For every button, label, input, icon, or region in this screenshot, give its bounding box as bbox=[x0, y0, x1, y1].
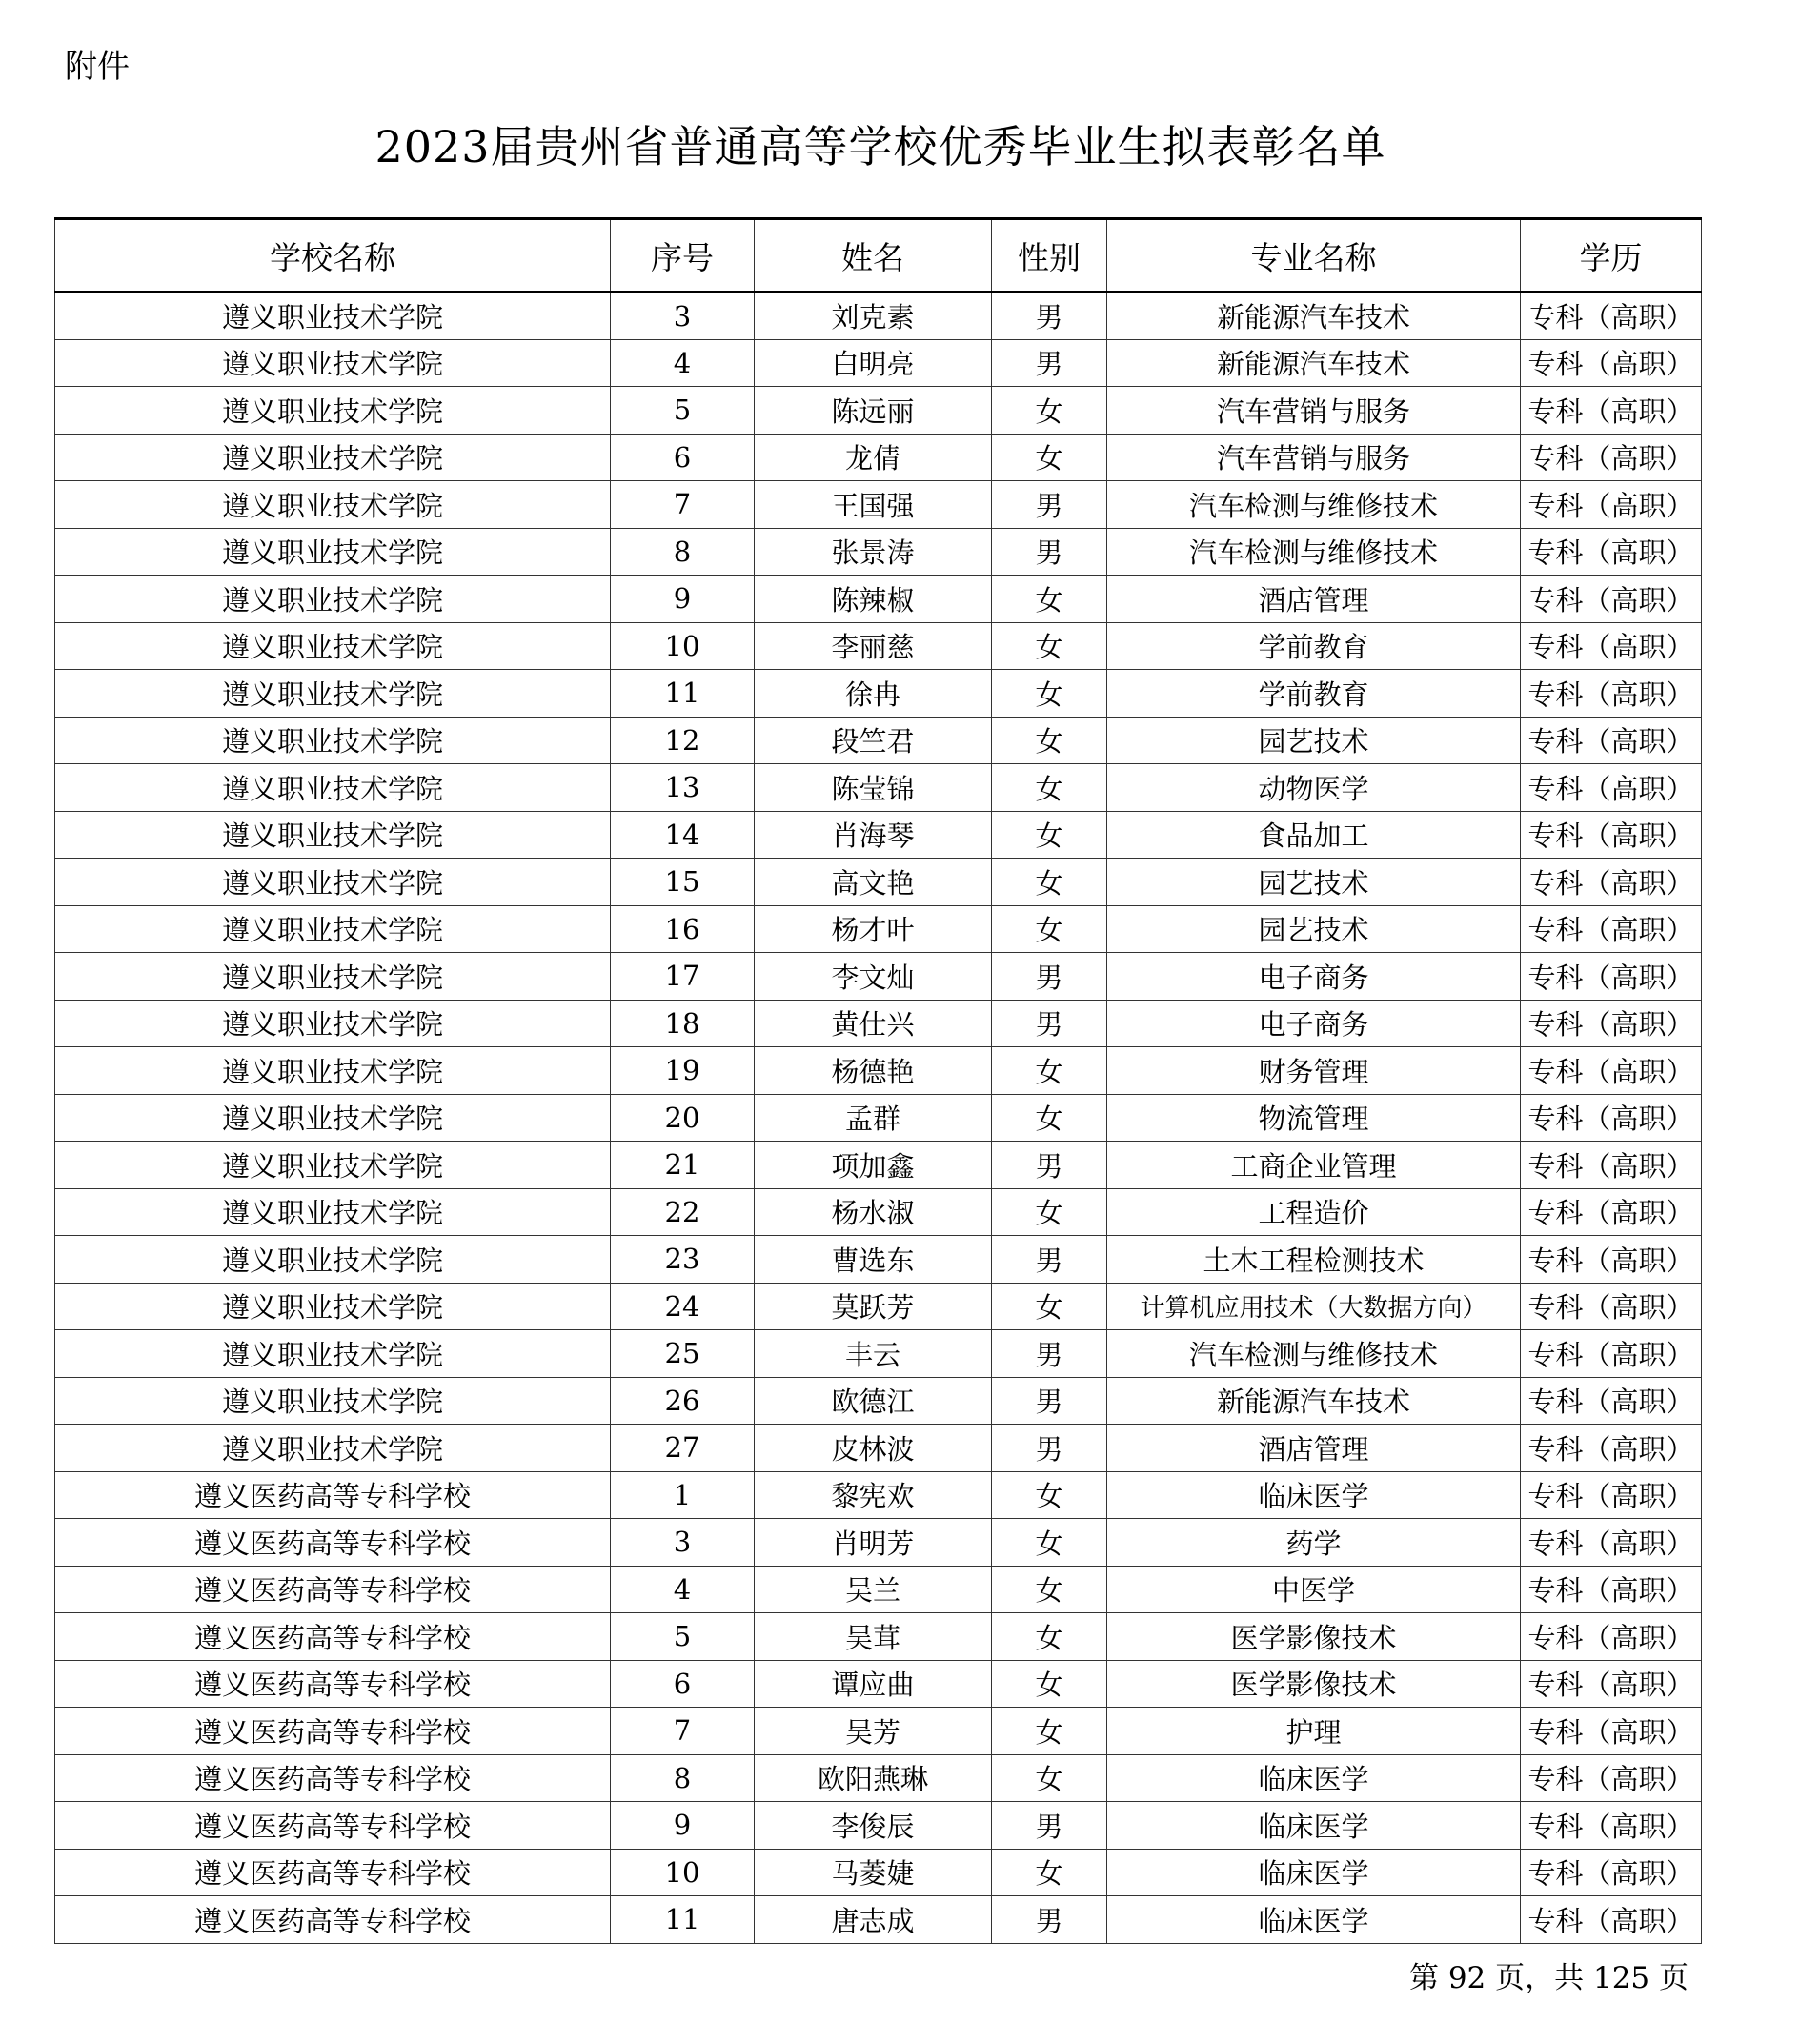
cell-gender: 女 bbox=[992, 670, 1107, 718]
table-row bbox=[55, 811, 1702, 859]
document-title: 2023届贵州省普通高等学校优秀毕业生拟表彰名单 bbox=[374, 121, 1386, 172]
cell-major: 新能源汽车技术 bbox=[1107, 293, 1521, 340]
cell-major: 学前教育 bbox=[1107, 622, 1521, 670]
cell-name: 皮林波 bbox=[755, 1425, 992, 1472]
cell-major: 酒店管理 bbox=[1107, 1425, 1521, 1472]
cell-major: 临床医学 bbox=[1107, 1849, 1521, 1896]
cell-gender: 女 bbox=[992, 1283, 1107, 1330]
cell-major: 护理 bbox=[1107, 1708, 1521, 1755]
table-row bbox=[55, 481, 1702, 529]
cell-number: 10 bbox=[611, 622, 755, 670]
page-footer: 第 92 页，共 125 页 bbox=[1408, 1961, 1689, 1995]
cell-gender: 女 bbox=[992, 387, 1107, 435]
cell-degree: 专科（高职） bbox=[1521, 1613, 1702, 1661]
cell-gender: 男 bbox=[992, 1802, 1107, 1850]
table-row bbox=[55, 1377, 1702, 1425]
cell-gender: 男 bbox=[992, 481, 1107, 529]
cell-gender: 男 bbox=[992, 953, 1107, 1001]
cell-gender: 男 bbox=[992, 1377, 1107, 1425]
cell-number: 19 bbox=[611, 1047, 755, 1095]
cell-school: 遵义医药高等专科学校 bbox=[55, 1754, 611, 1802]
cell-degree: 专科（高职） bbox=[1521, 1754, 1702, 1802]
cell-name: 谭应曲 bbox=[755, 1660, 992, 1708]
cell-school: 遵义医药高等专科学校 bbox=[55, 1566, 611, 1613]
cell-major: 学前教育 bbox=[1107, 670, 1521, 718]
cell-degree: 专科（高职） bbox=[1521, 1283, 1702, 1330]
header-school: 学校名称 bbox=[55, 219, 611, 293]
cell-gender: 女 bbox=[992, 1849, 1107, 1896]
cell-degree: 专科（高职） bbox=[1521, 387, 1702, 435]
header-number: 序号 bbox=[611, 219, 755, 293]
cell-number: 23 bbox=[611, 1236, 755, 1284]
cell-school: 遵义职业技术学院 bbox=[55, 528, 611, 576]
cell-degree: 专科（高职） bbox=[1521, 1000, 1702, 1047]
cell-name: 李文灿 bbox=[755, 953, 992, 1001]
cell-gender: 男 bbox=[992, 1000, 1107, 1047]
cell-school: 遵义职业技术学院 bbox=[55, 717, 611, 764]
cell-degree: 专科（高职） bbox=[1521, 1708, 1702, 1755]
cell-degree: 专科（高职） bbox=[1521, 1849, 1702, 1896]
cell-gender: 女 bbox=[992, 1660, 1107, 1708]
cell-name: 项加鑫 bbox=[755, 1142, 992, 1189]
cell-gender: 男 bbox=[992, 293, 1107, 340]
cell-degree: 专科（高职） bbox=[1521, 764, 1702, 812]
cell-number: 7 bbox=[611, 481, 755, 529]
cell-school: 遵义职业技术学院 bbox=[55, 1094, 611, 1142]
cell-gender: 男 bbox=[992, 1236, 1107, 1284]
cell-name: 杨才叶 bbox=[755, 905, 992, 953]
cell-degree: 专科（高职） bbox=[1521, 1660, 1702, 1708]
cell-major: 工程造价 bbox=[1107, 1188, 1521, 1236]
table-row bbox=[55, 528, 1702, 576]
cell-school: 遵义职业技术学院 bbox=[55, 1377, 611, 1425]
cell-name: 孟群 bbox=[755, 1094, 992, 1142]
honoree-table bbox=[54, 217, 1702, 1944]
cell-number: 8 bbox=[611, 528, 755, 576]
cell-school: 遵义医药高等专科学校 bbox=[55, 1849, 611, 1896]
cell-name: 张景涛 bbox=[755, 528, 992, 576]
cell-number: 14 bbox=[611, 811, 755, 859]
cell-degree: 专科（高职） bbox=[1521, 576, 1702, 623]
cell-gender: 女 bbox=[992, 811, 1107, 859]
cell-major: 汽车营销与服务 bbox=[1107, 434, 1521, 481]
cell-school: 遵义医药高等专科学校 bbox=[55, 1708, 611, 1755]
cell-gender: 女 bbox=[992, 1708, 1107, 1755]
cell-degree: 专科（高职） bbox=[1521, 1802, 1702, 1850]
cell-number: 6 bbox=[611, 1660, 755, 1708]
cell-gender: 男 bbox=[992, 1330, 1107, 1378]
table-row bbox=[55, 764, 1702, 812]
cell-degree: 专科（高职） bbox=[1521, 905, 1702, 953]
cell-school: 遵义职业技术学院 bbox=[55, 1000, 611, 1047]
cell-name: 吴兰 bbox=[755, 1566, 992, 1613]
cell-number: 4 bbox=[611, 339, 755, 387]
attachment-label: 附件 bbox=[65, 48, 130, 86]
cell-name: 陈莹锦 bbox=[755, 764, 992, 812]
cell-number: 22 bbox=[611, 1188, 755, 1236]
cell-number: 9 bbox=[611, 1802, 755, 1850]
cell-degree: 专科（高职） bbox=[1521, 434, 1702, 481]
cell-major: 电子商务 bbox=[1107, 953, 1521, 1001]
table-row bbox=[55, 1471, 1702, 1519]
table-row bbox=[55, 622, 1702, 670]
cell-number: 5 bbox=[611, 387, 755, 435]
cell-degree: 专科（高职） bbox=[1521, 622, 1702, 670]
cell-name: 肖明芳 bbox=[755, 1519, 992, 1567]
cell-major: 临床医学 bbox=[1107, 1471, 1521, 1519]
cell-degree: 专科（高职） bbox=[1521, 293, 1702, 340]
cell-name: 徐冉 bbox=[755, 670, 992, 718]
cell-major: 食品加工 bbox=[1107, 811, 1521, 859]
cell-number: 18 bbox=[611, 1000, 755, 1047]
cell-name: 李俊辰 bbox=[755, 1802, 992, 1850]
cell-name: 黎宪欢 bbox=[755, 1471, 992, 1519]
cell-gender: 男 bbox=[992, 339, 1107, 387]
cell-degree: 专科（高职） bbox=[1521, 1142, 1702, 1189]
cell-gender: 女 bbox=[992, 434, 1107, 481]
cell-name: 刘克素 bbox=[755, 293, 992, 340]
cell-school: 遵义职业技术学院 bbox=[55, 1330, 611, 1378]
cell-number: 8 bbox=[611, 1754, 755, 1802]
cell-major: 土木工程检测技术 bbox=[1107, 1236, 1521, 1284]
cell-name: 莫跃芳 bbox=[755, 1283, 992, 1330]
cell-school: 遵义职业技术学院 bbox=[55, 859, 611, 906]
cell-gender: 女 bbox=[992, 1566, 1107, 1613]
cell-degree: 专科（高职） bbox=[1521, 339, 1702, 387]
cell-name: 白明亮 bbox=[755, 339, 992, 387]
cell-number: 26 bbox=[611, 1377, 755, 1425]
cell-number: 10 bbox=[611, 1849, 755, 1896]
cell-school: 遵义职业技术学院 bbox=[55, 1236, 611, 1284]
cell-degree: 专科（高职） bbox=[1521, 953, 1702, 1001]
cell-degree: 专科（高职） bbox=[1521, 1236, 1702, 1284]
cell-name: 高文艳 bbox=[755, 859, 992, 906]
cell-school: 遵义医药高等专科学校 bbox=[55, 1471, 611, 1519]
cell-major: 园艺技术 bbox=[1107, 905, 1521, 953]
table-row bbox=[55, 859, 1702, 906]
cell-degree: 专科（高职） bbox=[1521, 1188, 1702, 1236]
table-row bbox=[55, 339, 1702, 387]
table-row bbox=[55, 1425, 1702, 1472]
cell-gender: 女 bbox=[992, 1471, 1107, 1519]
cell-number: 17 bbox=[611, 953, 755, 1001]
table-row bbox=[55, 1566, 1702, 1613]
cell-number: 21 bbox=[611, 1142, 755, 1189]
cell-school: 遵义职业技术学院 bbox=[55, 905, 611, 953]
table-row bbox=[55, 1047, 1702, 1095]
cell-major: 医学影像技术 bbox=[1107, 1613, 1521, 1661]
table-row bbox=[55, 1283, 1702, 1330]
cell-major: 物流管理 bbox=[1107, 1094, 1521, 1142]
cell-name: 段竺君 bbox=[755, 717, 992, 764]
cell-degree: 专科（高职） bbox=[1521, 1471, 1702, 1519]
cell-major: 电子商务 bbox=[1107, 1000, 1521, 1047]
table-row bbox=[55, 1613, 1702, 1661]
table-row bbox=[55, 434, 1702, 481]
cell-gender: 女 bbox=[992, 717, 1107, 764]
cell-school: 遵义医药高等专科学校 bbox=[55, 1660, 611, 1708]
cell-name: 龙倩 bbox=[755, 434, 992, 481]
cell-gender: 女 bbox=[992, 622, 1107, 670]
cell-name: 吴茸 bbox=[755, 1613, 992, 1661]
cell-degree: 专科（高职） bbox=[1521, 670, 1702, 718]
cell-name: 马菱婕 bbox=[755, 1849, 992, 1896]
cell-major: 汽车检测与维修技术 bbox=[1107, 1330, 1521, 1378]
cell-major: 园艺技术 bbox=[1107, 717, 1521, 764]
cell-school: 遵义职业技术学院 bbox=[55, 1188, 611, 1236]
cell-major: 动物医学 bbox=[1107, 764, 1521, 812]
cell-major: 新能源汽车技术 bbox=[1107, 339, 1521, 387]
cell-number: 27 bbox=[611, 1425, 755, 1472]
cell-school: 遵义职业技术学院 bbox=[55, 622, 611, 670]
cell-major: 药学 bbox=[1107, 1519, 1521, 1567]
cell-school: 遵义医药高等专科学校 bbox=[55, 1613, 611, 1661]
cell-gender: 男 bbox=[992, 1142, 1107, 1189]
cell-major: 汽车检测与维修技术 bbox=[1107, 528, 1521, 576]
cell-major: 汽车检测与维修技术 bbox=[1107, 481, 1521, 529]
cell-number: 3 bbox=[611, 293, 755, 340]
cell-school: 遵义职业技术学院 bbox=[55, 293, 611, 340]
cell-major: 计算机应用技术（大数据方向） bbox=[1107, 1283, 1521, 1330]
cell-number: 25 bbox=[611, 1330, 755, 1378]
cell-name: 肖海琴 bbox=[755, 811, 992, 859]
cell-number: 15 bbox=[611, 859, 755, 906]
table-row bbox=[55, 1708, 1702, 1755]
cell-gender: 女 bbox=[992, 1188, 1107, 1236]
cell-degree: 专科（高职） bbox=[1521, 1330, 1702, 1378]
cell-gender: 男 bbox=[992, 1425, 1107, 1472]
cell-number: 12 bbox=[611, 717, 755, 764]
cell-major: 酒店管理 bbox=[1107, 576, 1521, 623]
cell-degree: 专科（高职） bbox=[1521, 1896, 1702, 1944]
header-gender: 性别 bbox=[992, 219, 1107, 293]
cell-name: 欧德江 bbox=[755, 1377, 992, 1425]
table-body bbox=[55, 293, 1702, 1944]
cell-degree: 专科（高职） bbox=[1521, 1047, 1702, 1095]
cell-major: 中医学 bbox=[1107, 1566, 1521, 1613]
cell-name: 陈辣椒 bbox=[755, 576, 992, 623]
cell-school: 遵义职业技术学院 bbox=[55, 1047, 611, 1095]
cell-name: 黄仕兴 bbox=[755, 1000, 992, 1047]
table-row bbox=[55, 293, 1702, 340]
cell-major: 工商企业管理 bbox=[1107, 1142, 1521, 1189]
cell-number: 9 bbox=[611, 576, 755, 623]
cell-major: 汽车营销与服务 bbox=[1107, 387, 1521, 435]
cell-gender: 女 bbox=[992, 1754, 1107, 1802]
cell-gender: 女 bbox=[992, 905, 1107, 953]
cell-school: 遵义职业技术学院 bbox=[55, 1142, 611, 1189]
table-row bbox=[55, 1142, 1702, 1189]
cell-gender: 女 bbox=[992, 576, 1107, 623]
table-row bbox=[55, 1236, 1702, 1284]
cell-name: 曹选东 bbox=[755, 1236, 992, 1284]
table-row bbox=[55, 1094, 1702, 1142]
cell-degree: 专科（高职） bbox=[1521, 528, 1702, 576]
cell-name: 吴芳 bbox=[755, 1708, 992, 1755]
table-row bbox=[55, 1849, 1702, 1896]
cell-school: 遵义医药高等专科学校 bbox=[55, 1802, 611, 1850]
table-header-row bbox=[55, 219, 1702, 293]
table-row bbox=[55, 1330, 1702, 1378]
cell-gender: 女 bbox=[992, 859, 1107, 906]
cell-degree: 专科（高职） bbox=[1521, 1425, 1702, 1472]
cell-number: 24 bbox=[611, 1283, 755, 1330]
cell-name: 李丽慈 bbox=[755, 622, 992, 670]
cell-major: 财务管理 bbox=[1107, 1047, 1521, 1095]
cell-degree: 专科（高职） bbox=[1521, 859, 1702, 906]
cell-number: 3 bbox=[611, 1519, 755, 1567]
cell-major: 新能源汽车技术 bbox=[1107, 1377, 1521, 1425]
cell-school: 遵义职业技术学院 bbox=[55, 576, 611, 623]
header-major: 专业名称 bbox=[1107, 219, 1521, 293]
cell-school: 遵义职业技术学院 bbox=[55, 764, 611, 812]
cell-school: 遵义职业技术学院 bbox=[55, 1425, 611, 1472]
table-row bbox=[55, 1188, 1702, 1236]
cell-name: 杨水淑 bbox=[755, 1188, 992, 1236]
cell-major: 临床医学 bbox=[1107, 1802, 1521, 1850]
table-row bbox=[55, 905, 1702, 953]
table-row bbox=[55, 1000, 1702, 1047]
cell-degree: 专科（高职） bbox=[1521, 1094, 1702, 1142]
cell-degree: 专科（高职） bbox=[1521, 717, 1702, 764]
cell-number: 11 bbox=[611, 1896, 755, 1944]
cell-gender: 女 bbox=[992, 1094, 1107, 1142]
cell-number: 1 bbox=[611, 1471, 755, 1519]
cell-number: 7 bbox=[611, 1708, 755, 1755]
cell-major: 临床医学 bbox=[1107, 1754, 1521, 1802]
cell-major: 临床医学 bbox=[1107, 1896, 1521, 1944]
table-row bbox=[55, 1660, 1702, 1708]
cell-gender: 女 bbox=[992, 1613, 1107, 1661]
cell-degree: 专科（高职） bbox=[1521, 1377, 1702, 1425]
cell-degree: 专科（高职） bbox=[1521, 811, 1702, 859]
cell-name: 唐志成 bbox=[755, 1896, 992, 1944]
table-row bbox=[55, 387, 1702, 435]
cell-school: 遵义职业技术学院 bbox=[55, 387, 611, 435]
cell-school: 遵义职业技术学院 bbox=[55, 670, 611, 718]
table-row bbox=[55, 670, 1702, 718]
cell-school: 遵义职业技术学院 bbox=[55, 953, 611, 1001]
table-row bbox=[55, 953, 1702, 1001]
cell-number: 13 bbox=[611, 764, 755, 812]
cell-school: 遵义职业技术学院 bbox=[55, 811, 611, 859]
table-row bbox=[55, 1896, 1702, 1944]
cell-gender: 女 bbox=[992, 764, 1107, 812]
cell-number: 4 bbox=[611, 1566, 755, 1613]
header-degree: 学历 bbox=[1521, 219, 1702, 293]
cell-name: 杨德艳 bbox=[755, 1047, 992, 1095]
cell-school: 遵义职业技术学院 bbox=[55, 481, 611, 529]
cell-degree: 专科（高职） bbox=[1521, 1519, 1702, 1567]
cell-name: 王国强 bbox=[755, 481, 992, 529]
cell-name: 欧阳燕琳 bbox=[755, 1754, 992, 1802]
cell-degree: 专科（高职） bbox=[1521, 1566, 1702, 1613]
cell-number: 11 bbox=[611, 670, 755, 718]
cell-school: 遵义医药高等专科学校 bbox=[55, 1896, 611, 1944]
table-row bbox=[55, 576, 1702, 623]
cell-major: 园艺技术 bbox=[1107, 859, 1521, 906]
cell-major: 医学影像技术 bbox=[1107, 1660, 1521, 1708]
table-row bbox=[55, 1519, 1702, 1567]
cell-gender: 男 bbox=[992, 528, 1107, 576]
cell-number: 20 bbox=[611, 1094, 755, 1142]
table-row bbox=[55, 717, 1702, 764]
cell-number: 5 bbox=[611, 1613, 755, 1661]
cell-school: 遵义医药高等专科学校 bbox=[55, 1519, 611, 1567]
table-row bbox=[55, 1802, 1702, 1850]
cell-gender: 男 bbox=[992, 1896, 1107, 1944]
cell-school: 遵义职业技术学院 bbox=[55, 434, 611, 481]
cell-gender: 女 bbox=[992, 1047, 1107, 1095]
cell-number: 6 bbox=[611, 434, 755, 481]
table-row bbox=[55, 1754, 1702, 1802]
header-name: 姓名 bbox=[755, 219, 992, 293]
cell-name: 陈远丽 bbox=[755, 387, 992, 435]
cell-degree: 专科（高职） bbox=[1521, 481, 1702, 529]
cell-name: 丰云 bbox=[755, 1330, 992, 1378]
cell-gender: 女 bbox=[992, 1519, 1107, 1567]
cell-school: 遵义职业技术学院 bbox=[55, 339, 611, 387]
cell-school: 遵义职业技术学院 bbox=[55, 1283, 611, 1330]
cell-number: 16 bbox=[611, 905, 755, 953]
